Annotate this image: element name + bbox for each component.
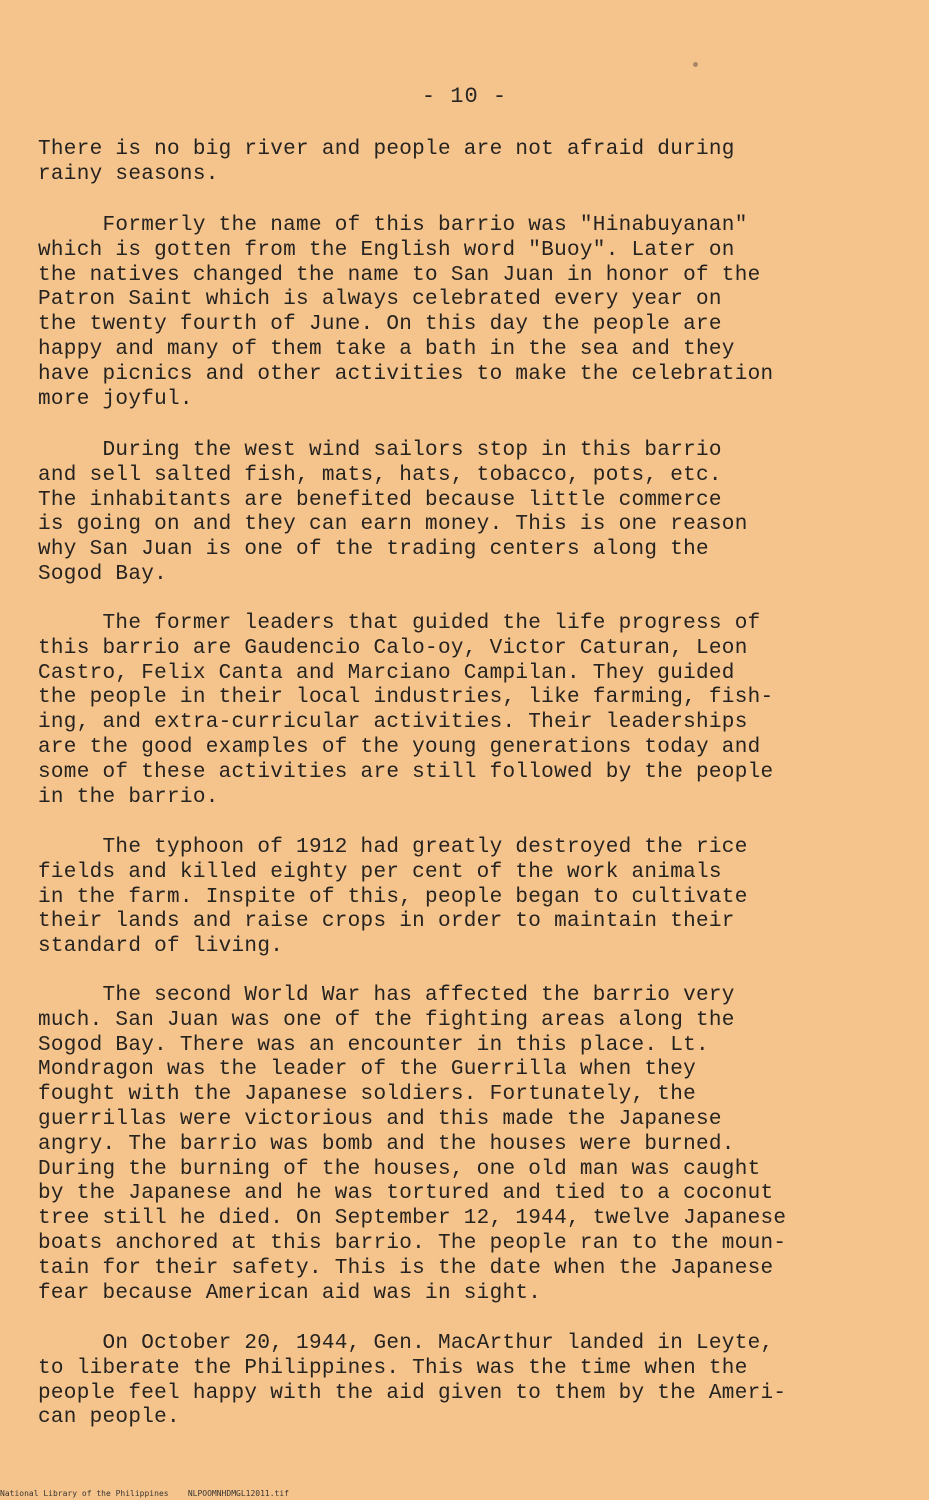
paragraph-7: On October 20, 1944, Gen. MacArthur landed in Leyte, to liberate the Philippines. This was the time when the people feel happy with the aid given to them by the Ameri- can people. [38,1332,787,1430]
page-number: - 10 - [421,84,508,109]
paragraph-4: The former leaders that guided the life progress of this barrio are Gaudencio Calo-oy, Victor Caturan, Leon Castro, Felix Canta and Marciano Campilan. They guided the people in their local industries, like farming, fish- ing, and extra-curricular activities. Their leaderships are the good examples of the young generations today and some of these activities are still followed by the people in the barrio. [38,612,774,809]
paper-speck [693,62,698,67]
archive-footer: National Library of the Philippines NLPOOMNHDMGL12011.tif [0,1489,289,1498]
paragraph-3: During the west wind sailors stop in this barrio and sell salted fish, mats, hats, tobacco, pots, etc. The inhabitants are benefited because little commerce is going on and they can earn money. This is one reason why San Juan is one of the trading centers along the Sogod Bay. [38,439,748,586]
paragraph-2: Formerly the name of this barrio was "Hinabuyanan" which is gotten from the English word "Buoy". Later on the natives changed the name to San Juan in honor of the Patron Saint which is always celebrated every year on the twenty fourth of June. On this day the people are happy and many of them take a bath in the sea and they have picnics and other activities to make the celebration more joyful. [38,214,774,411]
paragraph-1: There is no big river and people are not afraid during rainy seasons. [38,138,735,186]
paragraph-6: The second World War has affected the barrio very much. San Juan was one of the fighting areas along the Sogod Bay. There was an encounter in this place. Lt. Mondragon was the leader of the Guerrilla when they fought with the Japanese soldiers. Fortunately, the guerrillas were victorious and this made the Japanese angry. The barrio was bomb and the houses were burned. During the burning of the houses, one old man was caught by the Japanese and he was tortured and tied to a coconut tree still he died. On September 12, 1944, twelve Japanese boats anchored at this barrio. The people ran to the moun- tain for their safety. This is the date when the Japanese fear because American aid was in sight. [38,984,787,1305]
paragraph-5: The typhoon of 1912 had greatly destroyed the rice fields and killed eighty per cent of the work animals in the farm. Inspite of this, people began to cultivate their lands and raise crops in order to maintain their standard of living. [38,836,748,959]
